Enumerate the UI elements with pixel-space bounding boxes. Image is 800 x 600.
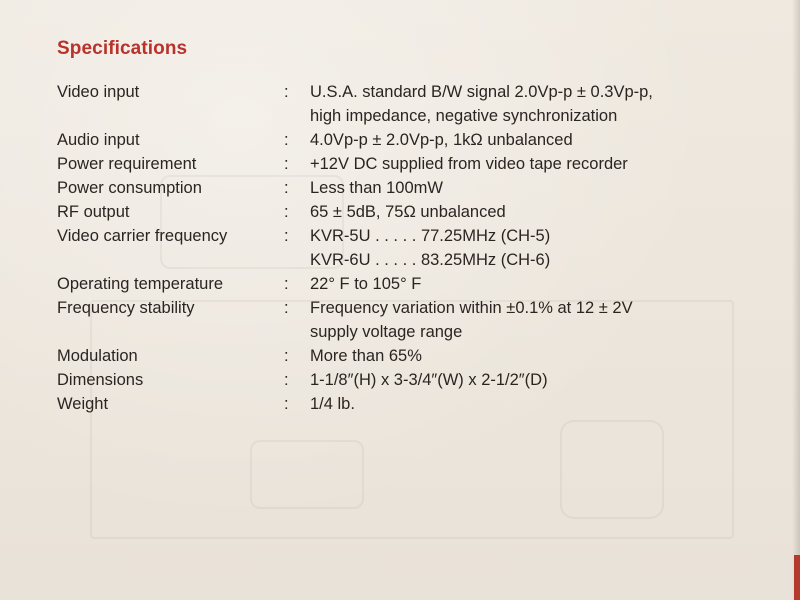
spec-value-line: KVR-5U . . . . . 77.25MHz (CH-5) (310, 227, 551, 245)
spec-value-line: KVR-6U . . . . . 83.25MHz (CH-6) (310, 251, 551, 269)
spec-label: Dimensions (57, 371, 144, 389)
page-title: Specifications (57, 38, 188, 59)
spec-label: Weight (57, 395, 109, 413)
spec-value-line: Less than 100mW (310, 179, 443, 197)
spec-value-line: 1/4 lb. (310, 395, 355, 413)
spec-separator: : (284, 227, 289, 245)
spec-separator: : (284, 347, 289, 365)
spec-label: Video carrier frequency (57, 227, 228, 245)
spec-value-line: +12V DC supplied from video tape recorder (310, 155, 628, 173)
spec-value-line: Frequency variation within ±0.1% at 12 ± 2V (310, 299, 633, 317)
page-edge-red-mark (794, 555, 800, 600)
spec-label: Operating temperature (57, 275, 224, 293)
show-through-shape (560, 420, 664, 519)
spec-value-line: high impedance, negative synchronization (310, 107, 618, 125)
spec-value (310, 152, 750, 176)
spec-separator: : (284, 155, 289, 173)
spec-value-line: 4.0Vp-p ± 2.0Vp-p, 1kΩ unbalanced (310, 131, 573, 149)
spec-separator: : (284, 179, 289, 197)
spec-value-line: More than 65% (310, 347, 422, 365)
spec-separator: : (284, 203, 289, 221)
spec-label: Power requirement (57, 155, 197, 173)
spec-value (310, 200, 750, 224)
spec-value (310, 296, 750, 344)
spec-value-line: 65 ± 5dB, 75Ω unbalanced (310, 203, 506, 221)
spec-label: Frequency stability (57, 299, 195, 317)
spec-value (310, 392, 750, 416)
spec-value (310, 80, 750, 128)
spec-label: RF output (57, 203, 130, 221)
show-through-shape (250, 440, 364, 509)
spec-separator: : (284, 371, 289, 389)
spec-value (310, 128, 750, 152)
spec-label: Audio input (57, 131, 140, 149)
spec-value-line: U.S.A. standard B/W signal 2.0Vp-p ± 0.3Vp-p, (310, 83, 653, 101)
spec-value-line: 1-1/8″(H) x 3-3/4″(W) x 2-1/2″(D) (310, 371, 548, 389)
spec-value (310, 224, 750, 272)
spec-separator: : (284, 395, 289, 413)
spec-label: Video input (57, 83, 140, 101)
spec-value (310, 176, 750, 200)
spec-value-line: supply voltage range (310, 323, 463, 341)
spec-value-line: 22° F to 105° F (310, 275, 422, 293)
spec-separator: : (284, 275, 289, 293)
spec-separator: : (284, 131, 289, 149)
spec-separator: : (284, 83, 289, 101)
spec-value (310, 368, 750, 392)
spec-separator: : (284, 299, 289, 317)
spec-value (310, 344, 750, 368)
spec-value (310, 272, 750, 296)
spec-label: Power consumption (57, 179, 202, 197)
spec-label: Modulation (57, 347, 138, 365)
page-edge-shadow (792, 0, 800, 600)
